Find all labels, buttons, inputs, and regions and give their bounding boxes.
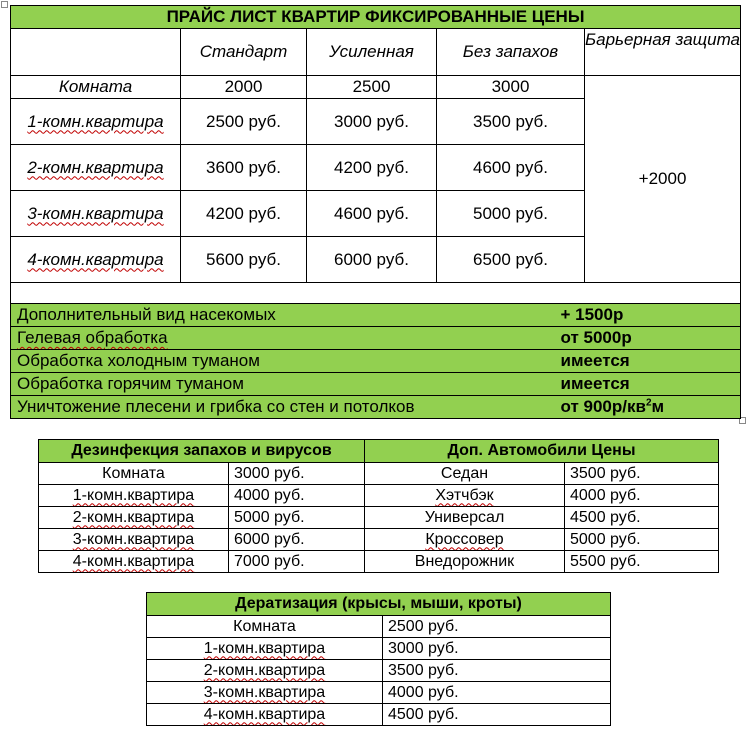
cars-title: Доп. Автомобили Цены	[365, 440, 719, 463]
car-type: Кроссовер	[365, 529, 565, 551]
price-cell: 4000 руб.	[565, 485, 719, 507]
row-label: 2-комн.квартира	[39, 507, 229, 529]
row-label: 2-комн.квартира	[147, 660, 383, 682]
row-label-apartment: 1-комн.квартира	[11, 99, 181, 145]
price-cell: 6500 руб.	[437, 237, 585, 283]
extra-service-price: от $900р/кв^2м$	[437, 396, 741, 419]
column-standard: Стандарт	[181, 29, 307, 76]
row-label: Комната	[147, 616, 383, 638]
row-label: 4-комн.квартира	[147, 704, 383, 726]
extra-service-name: Обработка горячим туманом	[11, 373, 437, 396]
price-cell: 3500 руб.	[383, 660, 611, 682]
price-cell: 6000 руб.	[307, 237, 437, 283]
price-cell: 3000 руб.	[383, 638, 611, 660]
price-cell: 5600 руб.	[181, 237, 307, 283]
price-cell: 4600 руб.	[437, 145, 585, 191]
price-cell: 7000 руб.	[229, 551, 365, 573]
price-cell: 4200 руб.	[307, 145, 437, 191]
column-reinforced: Усиленная	[307, 29, 437, 76]
price-cell: 4000 руб.	[229, 485, 365, 507]
car-type: Седан	[365, 463, 565, 485]
row-label-apartment: 3-комн.квартира	[11, 191, 181, 237]
column-barrier: Барьерная защита	[585, 29, 741, 76]
price-cell: 5500 руб.	[565, 551, 719, 573]
price-cell: 4500 руб.	[383, 704, 611, 726]
corner-cell	[11, 29, 181, 76]
price-cell: 2500	[307, 76, 437, 99]
column-odorless: Без запахов	[437, 29, 585, 76]
price-cell: 5000 руб.	[437, 191, 585, 237]
extra-service-price: + 1500р	[437, 304, 741, 327]
apartment-price-table	[10, 5, 741, 419]
row-label-apartment: 4-комн.квартира	[11, 237, 181, 283]
price-cell: 3600 руб.	[181, 145, 307, 191]
deratization-table	[146, 592, 611, 726]
price-cell: 4200 руб.	[181, 191, 307, 237]
disinfection-and-cars-table	[38, 439, 719, 573]
price-cell: 2500 руб.	[181, 99, 307, 145]
row-label: 4-комн.квартира	[39, 551, 229, 573]
disinfection-title: Дезинфекция запахов и вирусов	[39, 440, 365, 463]
price-cell: 3000 руб.	[229, 463, 365, 485]
row-label-room: Комната	[11, 76, 181, 99]
extra-service-name: Обработка холодным туманом	[11, 350, 437, 373]
price-cell: 5000 руб.	[565, 529, 719, 551]
extra-service-price: от 5000р	[437, 327, 741, 350]
extra-service-name: Гелевая обработка	[11, 327, 437, 350]
car-type: Универсал	[365, 507, 565, 529]
spacer-row	[11, 283, 741, 304]
price-cell: 4000 руб.	[383, 682, 611, 704]
price-cell: 4500 руб.	[565, 507, 719, 529]
row-label: 3-комн.квартира	[39, 529, 229, 551]
car-type: Внедорожник	[365, 551, 565, 573]
price-cell: 3500 руб.	[565, 463, 719, 485]
extra-service-name: Дополнительный вид насекомых	[11, 304, 437, 327]
price-cell: 3000	[437, 76, 585, 99]
deratization-title: Дератизация (крысы, мыши, кроты)	[147, 593, 611, 616]
price-cell: 5000 руб.	[229, 507, 365, 529]
price-cell: 6000 руб.	[229, 529, 365, 551]
row-label: 1-комн.квартира	[39, 485, 229, 507]
extra-service-name: Уничтожение плесени и грибка со стен и потолков	[11, 396, 437, 419]
row-label: Комната	[39, 463, 229, 485]
row-label-apartment: 2-комн.квартира	[11, 145, 181, 191]
car-type: Хэтчбэк	[365, 485, 565, 507]
resize-handle-top-left[interactable]	[1, 1, 8, 8]
extra-service-price: имеется	[437, 373, 741, 396]
row-label: 1-комн.квартира	[147, 638, 383, 660]
price-cell: 2500 руб.	[383, 616, 611, 638]
price-list-title: ПРАЙС ЛИСТ КВАРТИР ФИКСИРОВАННЫЕ ЦЕНЫ	[11, 6, 741, 29]
row-label: 3-комн.квартира	[147, 682, 383, 704]
extra-service-price: имеется	[437, 350, 741, 373]
price-cell: 3000 руб.	[307, 99, 437, 145]
barrier-surcharge: +2000	[585, 76, 741, 283]
price-cell: 2000	[181, 76, 307, 99]
price-cell: 4600 руб.	[307, 191, 437, 237]
price-cell: 3500 руб.	[437, 99, 585, 145]
